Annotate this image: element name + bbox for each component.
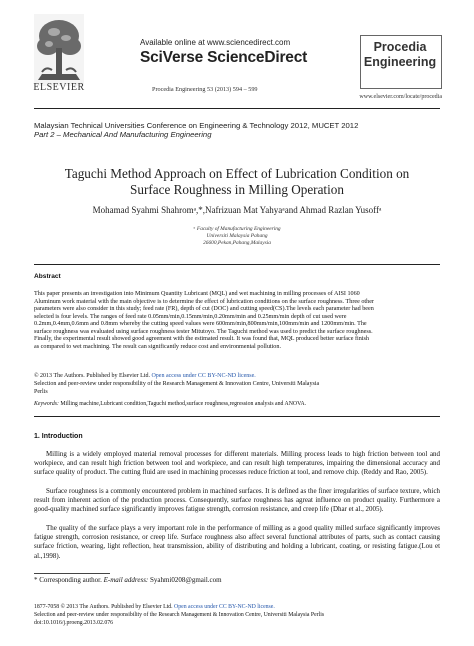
journal-name	[360, 40, 440, 70]
footer-peer-review: Selection and peer-review under responsibility of the Research Management & Innovation Centre, Universiti Malaysia Perlis	[34, 612, 325, 618]
author-email: Syahmi0208@gmail.com	[148, 576, 222, 584]
elsevier-tree-logo	[34, 14, 84, 86]
footnote-divider	[34, 573, 110, 574]
email-label: E-mail address:	[103, 576, 149, 584]
abstract-line: Finally, the experimental result showed good agreement with the estimated result. It was found that, MQL produced better surface finish	[34, 336, 369, 343]
abstract-line: Aluminum work material with the main objective is to determine the effect of lubrication conditions on the surface roughness. Three other	[34, 298, 374, 305]
abstract-body	[34, 291, 440, 351]
keywords	[34, 401, 440, 407]
peer-review-line: Perlis	[34, 388, 48, 395]
footnote-prefix: * Corresponding author.	[34, 576, 104, 584]
footer-issn	[34, 604, 275, 610]
footer-doi-link[interactable]: doi:10.1016/j.proeng.2013.02.076	[34, 620, 114, 626]
peer-review-statement	[34, 381, 440, 396]
corresponding-author-footnote	[34, 576, 222, 584]
paper-title	[34, 166, 440, 198]
abstract-line: as compared to wet machining. The result can significantly reduce cost and environmental pollution.	[34, 343, 281, 350]
journal-reference: Procedia Engineering 53 (2013) 594 – 599	[152, 86, 258, 93]
available-online-text: Available online at www.sciencedirect.com	[140, 38, 291, 47]
conference-name: Malaysian Technical Universities Conference on Engineering & Technology 2012, MUCET 2012	[34, 121, 359, 130]
abstract-heading: Abstract	[34, 273, 61, 280]
paper-title-line2: Surface Roughness in Milling Operation	[130, 182, 344, 197]
affiliation-line: ᵃ Faculty of Manufacturing Engineering	[193, 226, 281, 232]
affiliation-line: Universiti Malaysia Pahang	[206, 233, 268, 239]
section-heading-introduction: 1. Introduction	[34, 433, 83, 440]
abstract-line: surface roughness was evaluated using surface roughness tester Mitutoyo. The Taguchi method was used to predict the surface roughness.	[34, 328, 373, 335]
abstract-bottom-divider	[34, 416, 440, 417]
header-divider	[34, 108, 440, 109]
abstract-top-divider	[34, 264, 440, 265]
journal-url-link[interactable]: www.elsevier.com/locate/procedia	[359, 94, 442, 100]
abstract-line: 0.2mm,0.4mm,0.6mm and 0.8mm whereby the cutting speed values were 600mm/min,800mm/min,100mm/min and 1200mm/min. The	[34, 321, 367, 328]
keywords-label: Keywords:	[34, 401, 59, 407]
abstract-line: selected is four levels. The ranges of feed rate 0.05mm/min,0.15mm/min,0.20mm/min and 0.25mm/min depth of cut used were	[34, 313, 347, 320]
intro-paragraph-3: The quality of the surface plays a very important role in the performance of milling as a good quality milled surface significantly improves fatigue strength, corrosion resistance, or creep life. Surface roughness also affect several functional attributes of parts, such as contact causing surface friction, wearing, light reflection, heat transmission, ability of distributing and holding a lubricant, coating, or resisting fatigue.(Lou et al.,1998).	[34, 524, 440, 560]
sciverse-sciencedirect-brand: SciVerse ScienceDirect	[140, 49, 308, 66]
footer-issn-text: 1877-7058 © 2013 The Authors. Published by Elsevier Ltd.	[34, 604, 173, 610]
paper-title-line1: Taguchi Method Approach on Effect of Lubrication Condition on	[64, 166, 410, 181]
keywords-list: Milling machine,Lubricant condition,Taguchi method,surface roughness,regression analysis and ANOVA.	[58, 401, 307, 407]
publisher-name: ELSEVIER	[33, 82, 85, 93]
abstract-line: This paper presents an investigation into Minimum Quantity Lubricant (MQL) and wet machining in milling processes of AISI 1060	[34, 291, 360, 297]
intro-paragraph-1: Milling is a widely employed material removal processes for different materials. Milling process leads to high friction between tool and workpiece, and can result high friction between tool and workpiece, and can result high temperatures, impairing the dimensional accuracy and surface quality of product. The cutting fluid are used in machining processes reduce friction at tool, and remove chip. (Reddy and Rao, 2005).	[34, 450, 440, 477]
author-list: Mohamad Syahmi Shahromᵃ,*,Nafrizuan Mat Yahyaᵃand Ahmad Razlan Yusoffᵃ	[92, 205, 382, 215]
copyright-text: © 2013 The Authors. Published by Elsevier Ltd.	[34, 373, 150, 379]
abstract-line: parameters were also consider in this study; feed rate (FR), depth of cut (DOC) and cutting speed(CS).The levels each parameter had been	[34, 306, 374, 313]
footer-license-link[interactable]: Open access under CC BY-NC-ND license.	[172, 604, 275, 610]
open-access-license-link[interactable]: Open access under CC BY-NC-ND license.	[151, 373, 256, 379]
copyright-notice	[34, 373, 440, 379]
journal-name-line2: Engineering	[363, 55, 437, 69]
intro-paragraph-2: Surface roughness is a commonly encountered problem in machined surfaces. It is defined as the finer irregularities of surface texture, which result from inherent action of the production process. Consequently, surface roughness has agreat influence on product quality. Furthermore a good-quality machined surface significantly improves fatigue strength, corrosion resistance, and creep life (Dhar et al., 2005).	[34, 487, 440, 514]
journal-name-line1: Procedia	[373, 40, 427, 54]
conference-part: Part 2 – Mechanical And Manufacturing Engineering	[34, 130, 212, 139]
peer-review-line: Selection and peer-review under responsibility of the Research Management & Innovation Centre, Universiti Malaysia	[34, 381, 320, 387]
affiliation-line: 26600,Pekan,Pahang,Malaysia	[203, 240, 271, 246]
